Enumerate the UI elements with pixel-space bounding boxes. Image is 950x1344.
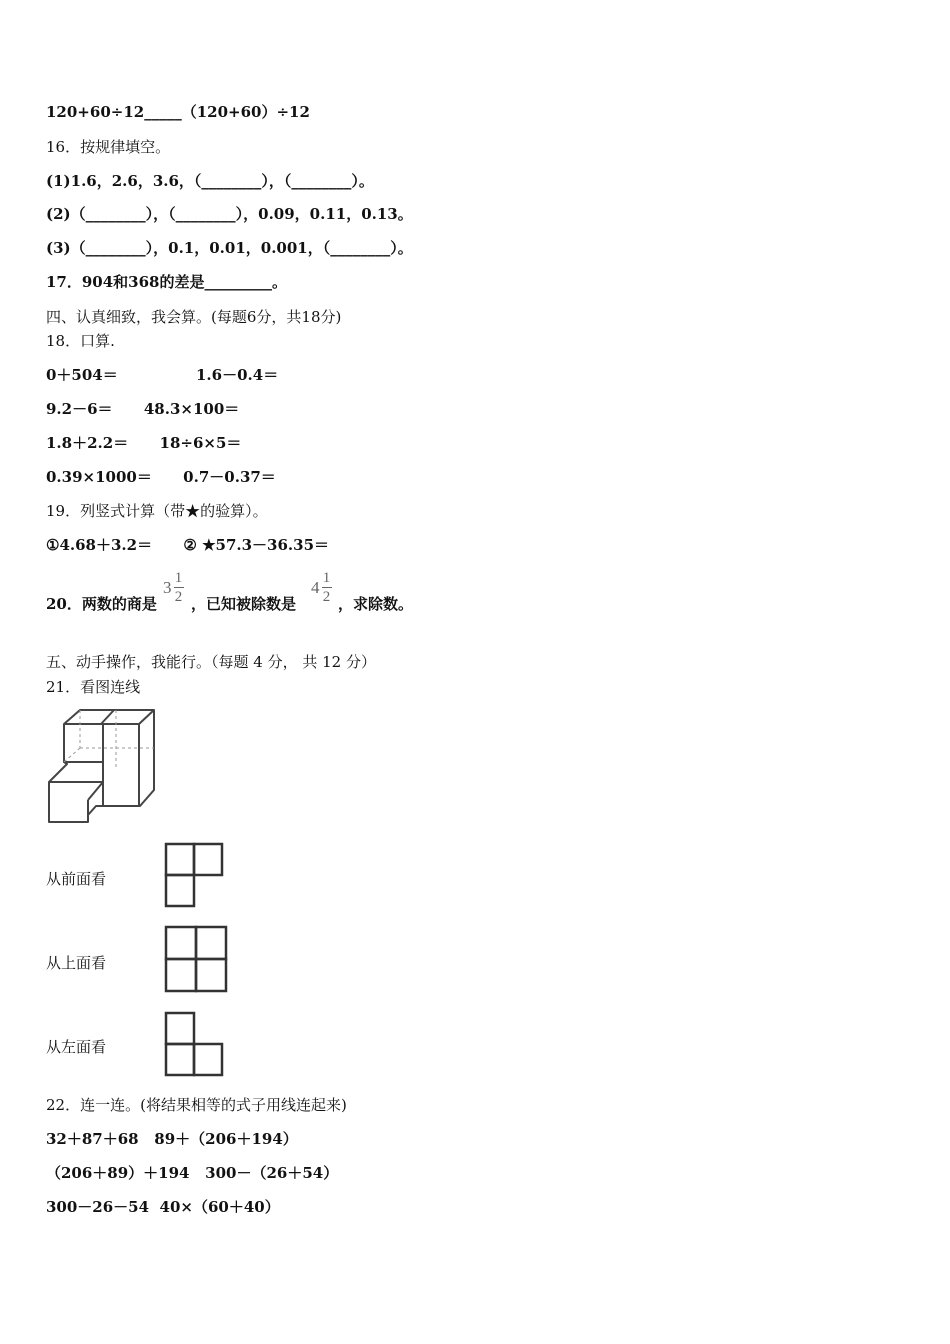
view-front-label: 从前面看 xyxy=(46,870,107,888)
q18-title: 18．口算. xyxy=(46,332,115,350)
q21-title: 21．看图连线 xyxy=(46,678,141,696)
q16-part1: (1)1.6，2.6，3.6，（________），（________）。 xyxy=(46,172,374,190)
front-view-figure xyxy=(164,842,224,908)
q16-title: 16．按规律填空。 xyxy=(46,138,171,156)
q17: 17．904和368的差是_________。 xyxy=(46,273,287,291)
q19-title: 19．列竖式计算（带★的验算）。 xyxy=(46,502,268,520)
q16-part3: (3)（________），0.1，0.01，0.001，（________）。 xyxy=(46,239,413,257)
quotient-mixed-number: 3 $\frac{1}{2}$ xyxy=(163,570,183,605)
q18-row4: 0.39×1000＝ 0.7－0.37＝ xyxy=(46,468,276,486)
q20-text-a: 20．两数的商是 xyxy=(46,595,157,613)
view-left-label: 从左面看 xyxy=(46,1038,107,1056)
q22-row2: （206＋89）＋194 300－（26＋54） xyxy=(46,1164,339,1182)
q18-row3: 1.8＋2.2＝ 18÷6×5＝ xyxy=(46,434,242,452)
q22-title: 22．连一连。(将结果相等的式子用线连起来) xyxy=(46,1096,347,1114)
q18-row2: 9.2－6＝ 48.3×100＝ xyxy=(46,400,240,418)
q22-row1: 32＋87＋68 89＋（206＋194） xyxy=(46,1130,298,1148)
q15-comparison: 120+60÷12_____（120+60）÷12 xyxy=(46,103,310,121)
section-5-heading: 五、动手操作，我能行。（每题 4 分， 共 12 分） xyxy=(46,653,376,671)
q19-items: ①4.68＋3.2＝ ② ★57.3－36.35＝ xyxy=(46,536,330,554)
dividend-mixed-number: 4 $\frac{1}{2}$ xyxy=(311,570,331,605)
q16-part2: (2)（________），（________），0.09，0.11，0.13。 xyxy=(46,205,413,223)
left-view-figure xyxy=(164,1011,224,1077)
q20-text-c: ，求除数。 xyxy=(338,595,414,613)
view-top-label: 从上面看 xyxy=(46,954,107,972)
q18-row1-a: 0＋504＝ xyxy=(46,366,118,384)
cube-stack-figure xyxy=(44,708,160,826)
q22-row3: 300－26－54 40×（60＋40） xyxy=(46,1198,280,1216)
q18-row1-b: 1.6－0.4＝ xyxy=(196,366,279,384)
section-4-heading: 四、认真细致，我会算。(每题6分，共18分) xyxy=(46,308,342,326)
q20-text-b: ，已知被除数是 xyxy=(191,595,297,613)
top-view-figure xyxy=(164,925,228,993)
